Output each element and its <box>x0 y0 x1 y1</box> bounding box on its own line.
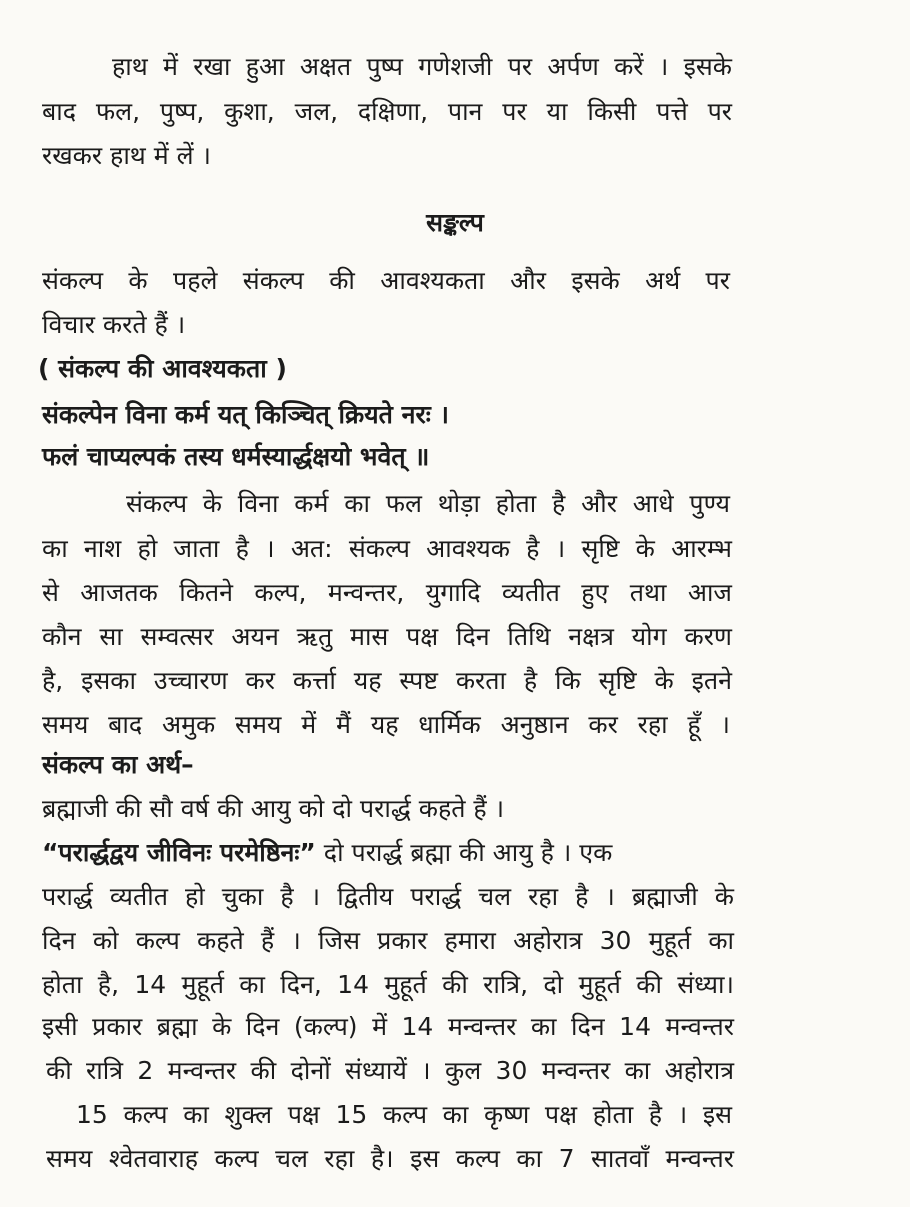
section-heading: सङ्कल्प <box>426 208 484 237</box>
paragraph-line: रखकर हाथ में लें । <box>42 141 211 170</box>
paragraph-line: की रात्रि 2 मन्वन्तर की दोनों संध्यायें । कुल 30 मन्वन्तर का अहोरात्र <box>46 1056 734 1085</box>
quote-text: “परार्द्धद्वय जीविनः परमेष्ठिनः” <box>42 838 316 867</box>
paragraph-line: विचार करते हैं । <box>42 310 186 339</box>
paragraph-line: का नाश हो जाता है । अत: संकल्प आवश्यक है । सृष्टि के आरम्भ <box>42 534 732 563</box>
paragraph-line: ब्रह्माजी की सौ वर्ष की आयु को दो परार्द्ध कहते हैं । <box>42 794 505 823</box>
subheading: संकल्प का अर्थ– <box>42 750 194 779</box>
paragraph-line: इसी प्रकार ब्रह्मा के दिन (कल्प) में 14 मन्वन्तर का दिन 14 मन्वन्तर <box>42 1012 734 1041</box>
paragraph-line: दिन को कल्प कहते हैं । जिस प्रकार हमारा अहोरात्र 30 मुहूर्त का <box>42 926 734 955</box>
paragraph-line: 15 कल्प का शुक्ल पक्ष 15 कल्प का कृष्ण पक्ष होता है । इस <box>76 1100 732 1129</box>
paragraph-line: हाथ में रखा हुआ अक्षत पुष्प गणेशजी पर अर्पण करें । इसके <box>112 52 732 81</box>
quote-continuation: दो परार्द्ध ब्रह्मा की आयु है । एक <box>315 838 613 867</box>
sanskrit-verse-line: संकल्पेन विना कर्म यत् किञ्चित् क्रियते नरः । <box>42 400 449 429</box>
paragraph-line: संकल्प के विना कर्म का फल थोड़ा होता है और आधे पुण्य <box>126 489 730 518</box>
paragraph-line: समय बाद अमुक समय में मैं यह धार्मिक अनुष्ठान कर रहा हूँ । <box>42 710 730 739</box>
paragraph-line: समय श्वेतवाराह कल्प चल रहा है। इस कल्प का 7 सातवाँ मन्वन्तर <box>46 1144 734 1173</box>
paragraph-line: है, इसका उच्चारण कर कर्त्ता यह स्पष्ट करता है कि सृष्टि के इतने <box>42 666 732 695</box>
sanskrit-verse-line: फलं चाप्यल्पकं तस्य धर्मस्यार्द्धक्षयो भवेत् ॥ <box>42 442 430 471</box>
subheading: ( संकल्प की आवश्यकता ) <box>38 354 287 383</box>
paragraph-line: कौन सा सम्वत्सर अयन ऋतु मास पक्ष दिन तिथि नक्षत्र योग करण <box>42 622 732 651</box>
paragraph-line: से आजतक कितने कल्प, मन्वन्तर, युगादि व्यतीत हुए तथा आज <box>42 578 732 607</box>
paragraph-line <box>0 834 910 872</box>
paragraph-line: परार्द्ध व्यतीत हो चुका है । द्वितीय परार्द्ध चल रहा है । ब्रह्माजी के <box>42 882 734 911</box>
paragraph-line: बाद फल, पुष्प, कुशा, जल, दक्षिणा, पान पर या किसी पत्ते पर <box>42 97 732 126</box>
paragraph-line: होता है, 14 मुहूर्त का दिन, 14 मुहूर्त की रात्रि, दो मुहूर्त की संध्या। <box>42 970 734 999</box>
paragraph-line: संकल्प के पहले संकल्प की आवश्यकता और इसके अर्थ पर <box>42 266 730 295</box>
